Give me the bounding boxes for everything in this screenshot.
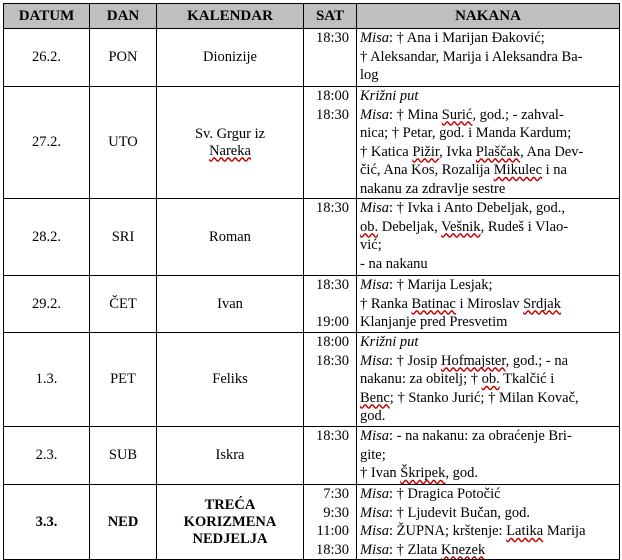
intention-text: : † Zlata	[389, 541, 441, 558]
date-cell: 2.3.	[4, 427, 90, 485]
intention-text: gite;	[360, 446, 386, 463]
header-dan: DAN	[90, 4, 157, 29]
intention-line	[360, 485, 616, 504]
intention-line	[360, 143, 616, 162]
calendar-line: KORIZMENA	[183, 513, 277, 530]
intention-line	[360, 389, 616, 408]
time-cell	[304, 276, 357, 333]
intention-text: Misa	[360, 277, 389, 293]
intention-line	[360, 124, 616, 143]
intention-text: nakanu: za obitelj; †	[360, 371, 482, 387]
calendar-cell	[157, 485, 304, 560]
table-row	[4, 199, 620, 276]
intention-text: , god.; - zahval-	[472, 106, 564, 123]
intention-text: : † Josip	[389, 352, 441, 369]
intention-text: Misa	[360, 30, 389, 46]
intention-text: Plaščak	[475, 143, 521, 160]
date-cell: 3.3.	[4, 485, 90, 560]
intention-line	[360, 236, 616, 255]
intention-text: Škripek	[400, 465, 446, 481]
mass-schedule-table	[3, 3, 620, 560]
intention-text: : † Ana i Marijan Đaković;	[389, 30, 545, 46]
intention-cell	[357, 427, 620, 485]
calendar-line: NEDJELJA	[192, 530, 268, 547]
time-value: 7:30	[323, 486, 349, 502]
intention-cell	[357, 333, 620, 427]
calendar-cell	[157, 29, 304, 87]
intention-line	[360, 66, 616, 85]
day-cell: NED	[90, 485, 157, 560]
intention-text: † Ivan	[360, 465, 401, 481]
table-row	[4, 485, 620, 560]
intention-text: Marija	[543, 523, 586, 539]
intention-text: Latika	[506, 523, 544, 539]
time-value: 19:00	[315, 314, 349, 330]
intention-line	[360, 276, 616, 295]
calendar-cell	[157, 199, 304, 276]
intention-line	[360, 407, 616, 426]
date-cell: 1.3.	[4, 333, 90, 427]
intention-text: Misa	[360, 106, 389, 123]
intention-text: Batinac	[411, 295, 456, 312]
intention-line	[360, 427, 616, 446]
intention-text: : † Marija Lesjak;	[389, 277, 493, 293]
intention-line	[360, 370, 616, 389]
time-value: 18:30	[315, 30, 349, 46]
intention-text: , Ana Dev-	[520, 143, 584, 160]
calendar-line: Feliks	[212, 371, 248, 387]
table-body	[4, 29, 620, 560]
intention-text: ob.	[481, 371, 500, 387]
intention-text: Misa	[360, 523, 389, 539]
header-datum: DATUM	[4, 4, 90, 29]
time-value: 18:30	[315, 106, 349, 123]
intention-text: Misa	[360, 352, 389, 369]
time-value: 18:30	[315, 541, 349, 558]
table-row	[4, 427, 620, 485]
time-value: 18:30	[315, 277, 349, 293]
intention-line	[360, 180, 616, 199]
intention-text: nica; † Petar, god. i Manda Kardum;	[360, 125, 572, 141]
intention-text: : † Mina	[389, 106, 442, 123]
calendar-line: Ivan	[217, 295, 243, 312]
intention-cell	[357, 29, 620, 87]
intention-text: Križni put	[360, 88, 419, 104]
intention-text: Surić	[441, 106, 473, 123]
intention-cell	[357, 485, 620, 560]
day-cell: UTO	[90, 87, 157, 199]
intention-line	[360, 333, 616, 352]
intention-line	[360, 504, 616, 523]
intention-text: Srdjak	[523, 295, 561, 312]
intention-text: Klanjanje pred Presvetim	[360, 314, 508, 330]
date-cell: 26.2.	[4, 29, 90, 87]
header-row	[4, 4, 620, 29]
intention-text: Benc	[360, 389, 390, 406]
intention-text: vić;	[360, 237, 382, 253]
header-nakana: NAKANA	[357, 4, 620, 29]
intention-text: Hofmajster	[440, 352, 506, 369]
date-cell: 27.2.	[4, 87, 90, 199]
intention-text: Misa	[360, 504, 389, 521]
intention-text: † Aleksandar, Marija i Aleksandra Ba-	[360, 48, 583, 65]
date-cell: 28.2.	[4, 199, 90, 276]
intention-text: Mikulec	[493, 162, 543, 178]
time-value: 18:00	[315, 334, 349, 350]
time-cell	[304, 29, 357, 87]
intention-text: Križni put	[360, 334, 419, 350]
intention-text: Misa	[360, 428, 389, 444]
intention-text: i Miroslav	[455, 295, 524, 312]
calendar-cell	[157, 427, 304, 485]
intention-text: Misa	[360, 486, 389, 502]
time-cell	[304, 87, 357, 199]
intention-line	[360, 48, 616, 67]
intention-text: : - na nakanu: za obraćenje Bri-	[389, 428, 572, 444]
time-value: 9:30	[323, 504, 349, 521]
intention-text: Misa	[360, 200, 389, 216]
table-header	[4, 4, 620, 29]
intention-text: : ŽUPNA; krštenje:	[389, 523, 507, 539]
intention-line	[360, 541, 616, 560]
intention-line	[360, 446, 616, 465]
intention-text: čić, Ana Kos, Rozalija	[360, 162, 494, 178]
day-cell: SUB	[90, 427, 157, 485]
day-cell: PET	[90, 333, 157, 427]
intention-line	[360, 29, 616, 48]
intention-line	[360, 87, 616, 106]
date-cell: 29.2.	[4, 276, 90, 333]
intention-text: : † Ljudevit Bučan, god.	[389, 504, 530, 521]
intention-text: : † Ivka i Anto Debeljak, god.,	[389, 200, 565, 216]
intention-text: ; † Stanko Jurić; † Milan Kovač,	[389, 389, 579, 406]
time-value: 18:30	[315, 200, 349, 216]
intention-line	[360, 352, 616, 371]
header-sat: SAT	[304, 4, 357, 29]
intention-line	[360, 255, 616, 274]
intention-text: Debeljak,	[378, 218, 442, 235]
intention-text: Knezek	[440, 541, 486, 558]
intention-text: ob.	[360, 218, 379, 235]
intention-text: Tkalčić i	[499, 371, 555, 387]
intention-text: - na nakanu	[360, 255, 428, 272]
intention-text: god.	[360, 408, 386, 424]
intention-line	[360, 106, 616, 125]
calendar-cell	[157, 276, 304, 333]
time-value	[304, 295, 349, 314]
intention-line	[360, 295, 616, 314]
calendar-line: Nareka	[209, 142, 251, 159]
intention-text: , god.	[445, 465, 478, 481]
day-cell: ČET	[90, 276, 157, 333]
time-value: 18:30	[315, 428, 349, 444]
intention-text: , Ivka	[439, 143, 476, 160]
time-cell	[304, 333, 357, 427]
day-cell: SRI	[90, 199, 157, 276]
intention-text: Misa	[360, 541, 389, 558]
calendar-line: Iskra	[215, 447, 245, 463]
calendar-line: Sv. Grgur iz	[194, 125, 266, 142]
table-row	[4, 29, 620, 87]
intention-line	[360, 522, 616, 541]
time-value: 18:00	[315, 88, 349, 104]
intention-cell	[357, 87, 620, 199]
intention-text: † Katica	[360, 143, 413, 160]
intention-text: : † Dragica Potočić	[389, 486, 501, 502]
table-row	[4, 276, 620, 333]
time-value: 18:30	[315, 352, 349, 369]
intention-text: i na	[542, 162, 567, 178]
intention-text: log	[360, 67, 379, 83]
intention-line	[360, 161, 616, 180]
intention-text: † Ranka	[360, 295, 412, 312]
intention-text: , Rudeš i Vlao-	[480, 218, 569, 235]
intention-text: , god.; - na	[505, 352, 569, 369]
time-value: 11:00	[316, 523, 349, 539]
day-cell: PON	[90, 29, 157, 87]
calendar-line: Dionizije	[203, 49, 257, 65]
table-row	[4, 87, 620, 199]
table-row	[4, 333, 620, 427]
intention-cell	[357, 276, 620, 333]
intention-text: Vešnik	[441, 218, 481, 235]
calendar-line: Roman	[209, 228, 251, 245]
time-cell	[304, 485, 357, 560]
intention-line	[360, 218, 616, 237]
time-cell	[304, 427, 357, 485]
intention-cell	[357, 199, 620, 276]
calendar-cell	[157, 87, 304, 199]
intention-line	[360, 313, 616, 332]
time-cell	[304, 199, 357, 276]
calendar-line: TREĆA	[204, 496, 256, 513]
intention-text: Pižir	[412, 143, 440, 160]
calendar-cell	[157, 333, 304, 427]
header-kalendar: KALENDAR	[157, 4, 304, 29]
intention-line	[360, 464, 616, 483]
intention-line	[360, 199, 616, 218]
intention-text: nakanu za zdravlje sestre	[360, 180, 506, 197]
